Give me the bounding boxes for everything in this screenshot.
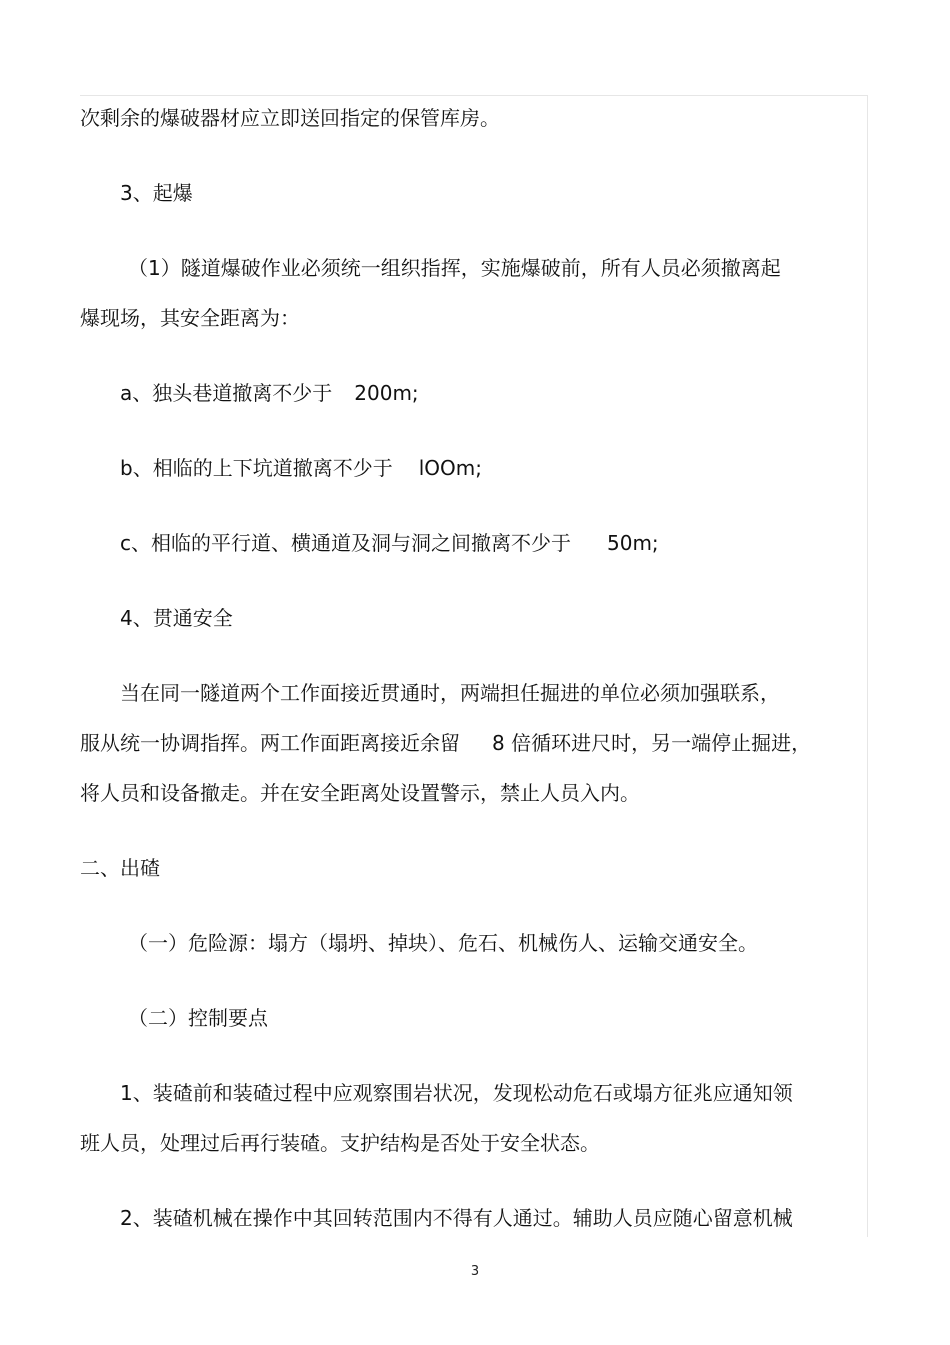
- list-item-text: a、独头巷道撤离不少于: [120, 381, 333, 405]
- section-heading-detonation: 3、起爆: [120, 181, 193, 205]
- list-item-b: [120, 454, 482, 482]
- list-item-value: lOOm;: [418, 456, 482, 480]
- subsection-heading: （二）控制要点: [128, 1006, 268, 1030]
- paragraph-line: 服从统一协调指挥。两工作面距离接近余留 8 倍循环进尺时，另一端停止掘进，: [80, 731, 812, 755]
- list-item-text: b、相临的上下坑道撤离不少于: [120, 456, 393, 480]
- document-body: [80, 0, 870, 1345]
- paragraph-line: 班人员，处理过后再行装碴。支护结构是否处于安全状态。: [80, 1131, 600, 1155]
- paragraph-line: （1）隧道爆破作业必须统一组织指挥，实施爆破前，所有人员必须撤离起: [128, 256, 781, 280]
- paragraph-line: 当在同一隧道两个工作面接近贯通时，两端担任掘进的单位必须加强联系，: [120, 681, 780, 705]
- list-item-value: 200m;: [354, 381, 419, 405]
- page-number: 3: [470, 1264, 480, 1279]
- list-item-value: 50m;: [607, 531, 659, 555]
- paragraph-line: （一）危险源：塌方（塌坍、掉块）、危石、机械伤人、运输交通安全。: [128, 931, 758, 955]
- paragraph-line: 将人员和设备撤走。并在安全距离处设置警示，禁止人员入内。: [80, 781, 640, 805]
- paragraph-line: 1、装碴前和装碴过程中应观察围岩状况，发现松动危石或塌方征兆应通知领: [120, 1081, 793, 1105]
- paragraph-line: 次剩余的爆破器材应立即送回指定的保管库房。: [80, 106, 500, 130]
- paragraph-line: 2、装碴机械在操作中其回转范围内不得有人通过。辅助人员应随心留意机械: [120, 1206, 793, 1230]
- section-heading-breakthrough: 4、贯通安全: [120, 606, 233, 630]
- list-item-text: c、相临的平行道、横通道及洞与洞之间撤离不少于: [120, 531, 571, 555]
- chapter-heading: 二、出碴: [80, 856, 160, 880]
- paragraph-line: 爆现场，其安全距离为：: [80, 306, 300, 330]
- list-item-a: [120, 379, 419, 407]
- list-item-c: [120, 529, 659, 557]
